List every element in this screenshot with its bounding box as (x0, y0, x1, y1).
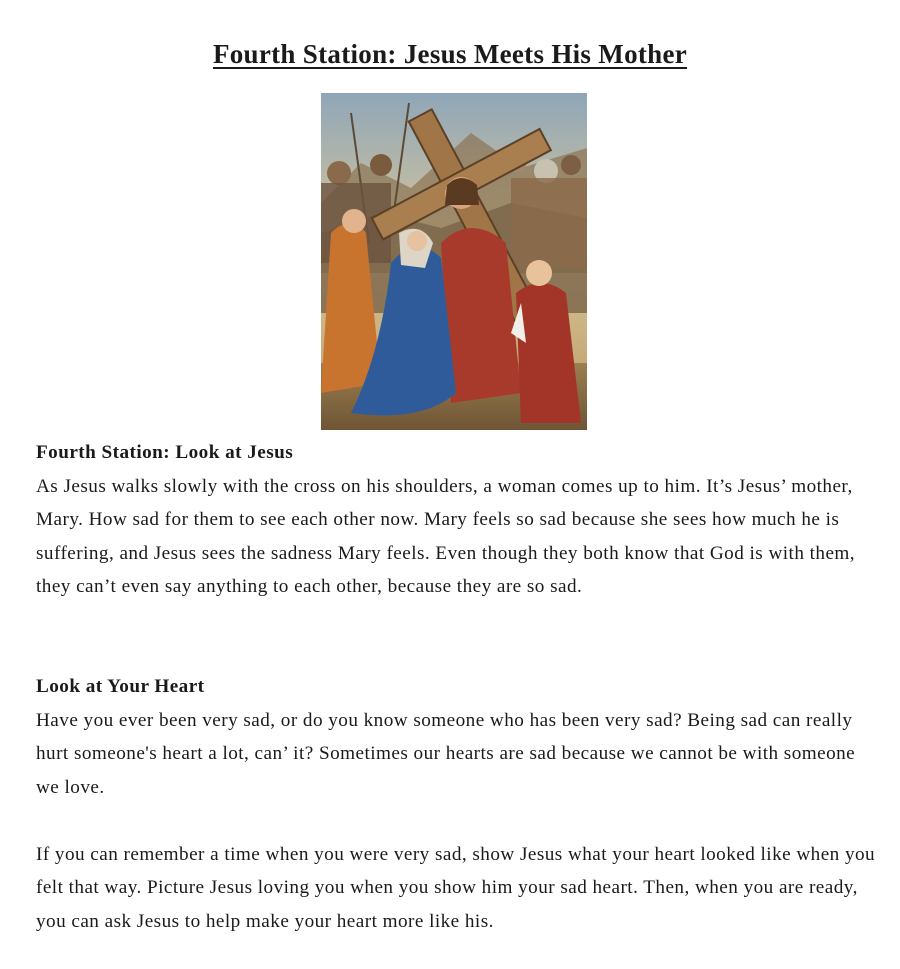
section2-paragraph2: If you can remember a time when you were very sad, show Jesus what your heart looked like when you felt that way. Picture Jesus loving you when you show him your sad heart. Then, when you are ready, you can ask Jesus to help make your heart more like his. (36, 844, 876, 932)
station-painting-image (321, 93, 587, 430)
section1-heading: Fourth Station: Look at Jesus (36, 442, 294, 463)
painting-illustration (321, 93, 587, 430)
section2-heading: Look at Your Heart (36, 676, 205, 697)
page-title: Fourth Station: Jesus Meets His Mother (212, 39, 688, 69)
section2-paragraph1: Have you ever been very sad, or do you know someone who has been very sad? Being sad can really hurt someone's heart a lot, can’ it? Sometimes our hearts are sad because we cannot be with someone we love. (36, 710, 856, 798)
section1-paragraph: As Jesus walks slowly with the cross on his shoulders, a woman comes up to him. It’s Jesus’ mother, Mary. How sad for them to see each other now. Mary feels so sad because she sees how much he is suffering, and Jesus sees the sadness Mary feels. Even though they both know that God is with them, they can’t even say anything to each other, because they are so sad. (36, 476, 856, 598)
